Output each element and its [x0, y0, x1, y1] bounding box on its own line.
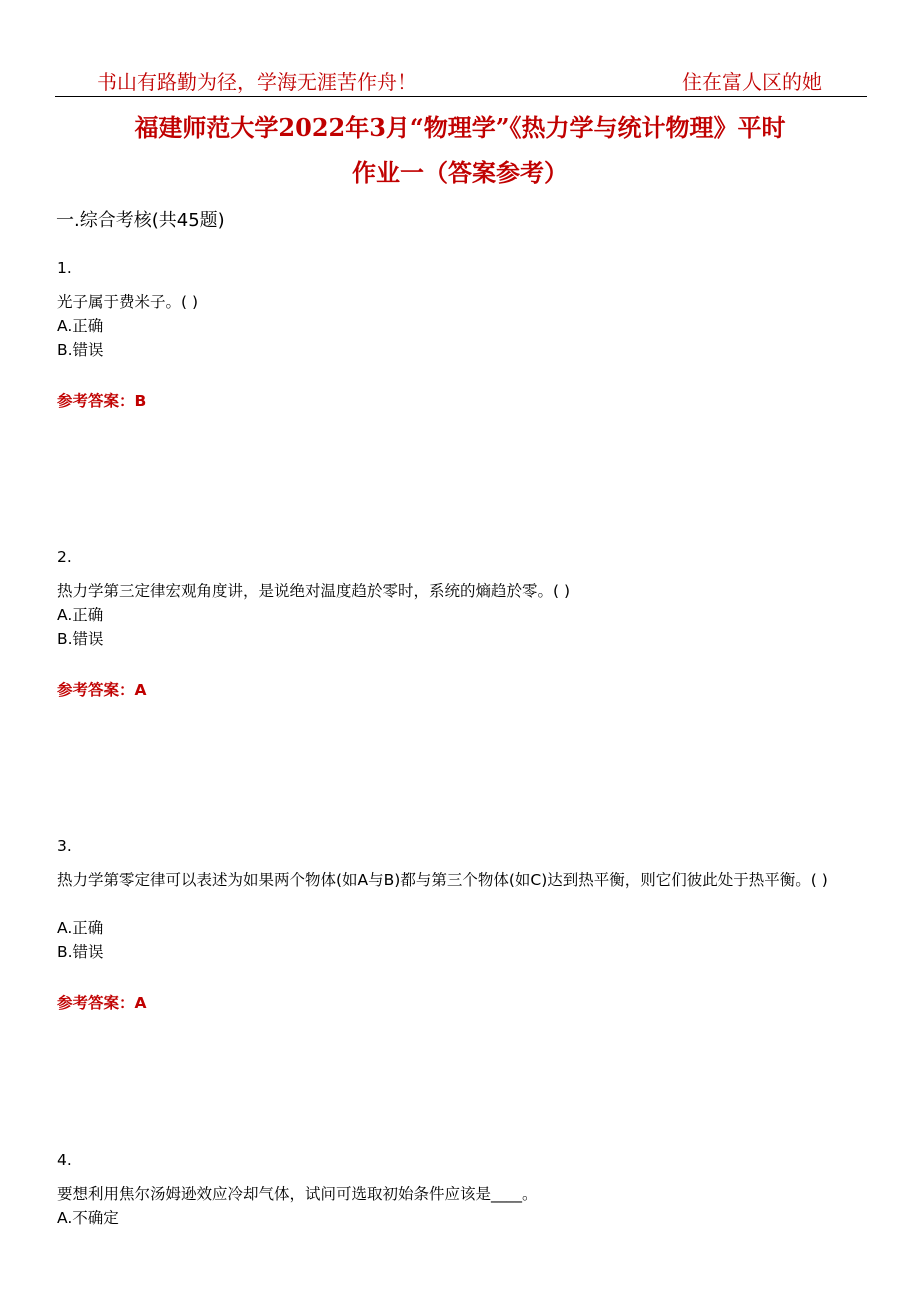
question-3-number: 3.	[57, 837, 72, 855]
question-3-option-a: A.正确	[57, 919, 104, 937]
question-1-option-a: A.正确	[57, 317, 104, 335]
section-title: 一.综合考核(共45题)	[56, 210, 225, 231]
question-2-option-a: A.正确	[57, 606, 104, 624]
question-2-text: 热力学第三定律宏观角度讲，是说绝对温度趋於零时，系统的熵趋於零。( )	[57, 582, 571, 600]
question-1-option-b: B.错误	[57, 341, 104, 359]
question-4-number: 4.	[57, 1151, 72, 1169]
document-title-line-1: 福建师范大学2022年3月“物理学”《热力学与统计物理》平时	[134, 113, 786, 142]
question-3-option-b: B.错误	[57, 943, 104, 961]
question-4-text: 要想利用焦尔汤姆逊效应冷却气体，试问可选取初始条件应该是____。	[57, 1185, 538, 1203]
page-header	[55, 64, 867, 97]
question-3-text: 热力学第零定律可以表述为如果两个物体(如A与B)都与第三个物体(如C)达到热平衡，则它们彼此处于热平衡。( )	[57, 871, 828, 889]
question-1-text: 光子属于费米子。( )	[57, 293, 199, 311]
question-1-answer: 参考答案：B	[57, 392, 147, 410]
question-1-number: 1.	[57, 259, 72, 277]
question-4-option-a: A.不确定	[57, 1209, 119, 1227]
question-2-option-b: B.错误	[57, 630, 104, 648]
document-title-line-2: 作业一（答案参考）	[352, 158, 568, 187]
question-3-answer: 参考答案：A	[57, 994, 147, 1012]
question-2-number: 2.	[57, 548, 72, 566]
question-2-answer: 参考答案：A	[57, 681, 147, 699]
header-motto: 书山有路勤为径，学海无涯苦作舟！	[97, 70, 417, 94]
header-author: 住在富人区的她	[682, 70, 822, 94]
